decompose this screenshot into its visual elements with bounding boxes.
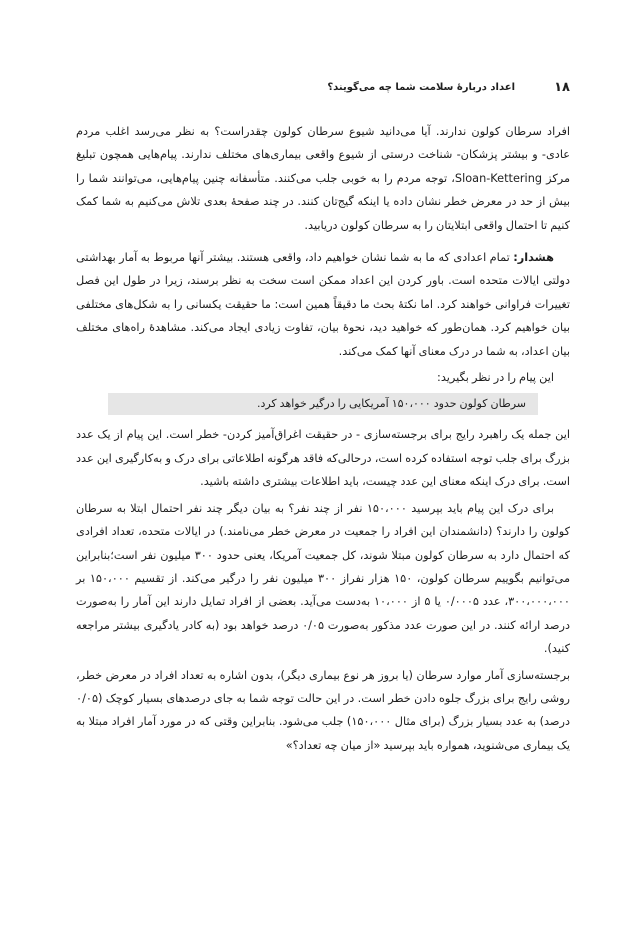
paragraph-highlighting: برجسته‌سازی آمار موارد سرطان (یا بروز هر نوع بیماری دیگر)، بدون اشاره به تعداد افراد در معرض خطر، روشی رایج برای بزرگ جلوه دادن خطر است. در این حالت توجه شما به جای درصدهای بسیار کوچک (۰/۰۵ درصد) به عدد بسیار بزرگ (برای مثال ۱۵۰،۰۰۰) جلب می‌شود. بنابراین وقتی که در مورد آمار افراد مبتلا به یک بیماری می‌شنوید، همواره باید بپرسید «از میان چه تعداد؟»	[76, 668, 570, 752]
warning-text: تمام اعدادی که ما به شما نشان خواهیم داد، واقعی هستند. بیشتر آنها مربوط به آمار بهداشتی دولتی ایالات متحده است. باور کردن این اعداد ممکن است سخت به نظر برسند، زیرا در طول این فصل تغییرات فراوانی خواهند کرد. اما نکتهٔ بحث ما دقیقاً همین است: ما حقیقت یکسانی را به شکل‌های مختلفی بیان خواهیم کرد. همان‌طور که خواهید دید، نحوهٔ بیان، تفاوت زیادی ایجاد می‌کند. مشاهدهٔ راه‌های مختلف بیان اعداد، به شما در درک معنای آنها کمک می‌کند.	[76, 251, 570, 358]
running-title: اعداد دربارهٔ سلامت شما چه می‌گویند؟	[327, 82, 515, 93]
page-number: ۱۸	[554, 80, 570, 95]
warning-label: هشدار:	[513, 251, 554, 265]
paragraph-warning	[76, 246, 570, 363]
paragraph-calculation: برای درک این پیام باید بپرسید ۱۵۰،۰۰۰ نفر از چند نفر؟ به بیان دیگر چند نفر احتمال ابتلا به سرطان کولون را دارند؟ (دانشمندان این افراد را جمعیت در معرض خطر می‌نامند.) در ایالات متحده، تعداد افرادی که احتمال دارد به سرطان کولون مبتلا شوند، کل جمعیت آمریکا، یعنی حدود ۳۰۰ میلیون نفر است؛بنابراین می‌توانیم بگوییم سرطان کولون، ۱۵۰ هزار نفراز ۳۰۰ میلیون نفر را درگیر می‌کند. از تقسیم ۱۵۰،۰۰۰ بر ۳۰۰،۰۰۰،۰۰۰، عدد ۰/۰۰۰۵ یا ۵ از ۱۰،۰۰۰ به‌دست می‌آید. بعضی از افراد تمایل دارند این آمار را به‌صورت درصد ارائه کنند. در این صورت عدد مذکور به‌صورت ۰/۰۵ درصد خواهد بود (به کادر یادگیری بیشتر مراجعه کنید).	[76, 501, 571, 656]
paragraph-consider: این پیام را در نظر بگیرید:	[437, 371, 554, 385]
running-header	[0, 80, 643, 100]
paragraph-strategy: این جمله یک راهبرد رایج برای برجسته‌سازی - در حقیقت اغراق‌آمیز کردن- خطر است. این پیام از یک عدد بزرگ برای جلب توجه استفاده کرده است، درحالی‌که فاقد هرگونه اطلاعاتی برای درک و به‌کارگیری این عدد است. برای درک اینکه معنای این عدد چیست، باید اطلاعات بیشتری داشته باشید.	[76, 428, 570, 489]
quote-box: سرطان کولون حدود ۱۵۰،۰۰۰ آمریکایی را درگیر خواهد کرد.	[108, 393, 538, 415]
body-text	[76, 120, 570, 760]
paragraph-intro: افراد سرطان کولون ندارند. آیا می‌دانید شیوع سرطان کولون چقدراست؟ به نظر می‌رسد اغلب مردم عادی- و بیشتر پزشکان- شناخت درستی از شیوع واقعی بیماری‌های مختلف ندارند. پیام‌هایی همچون تبلیغ مرکز Sloan-Kettering، توجه مردم را به خوبی جلب می‌کنند. متأسفانه چنین پیام‌هایی، می‌توانند شما را بیش از حد در معرض خطر نشان داده یا اینکه گیج‌تان کنند. در چند صفحهٔ بعدی تلاش می‌کنیم به شما کمک کنیم تا احتمال واقعی ابتلایتان را به سرطان کولون دریابید.	[76, 125, 570, 232]
